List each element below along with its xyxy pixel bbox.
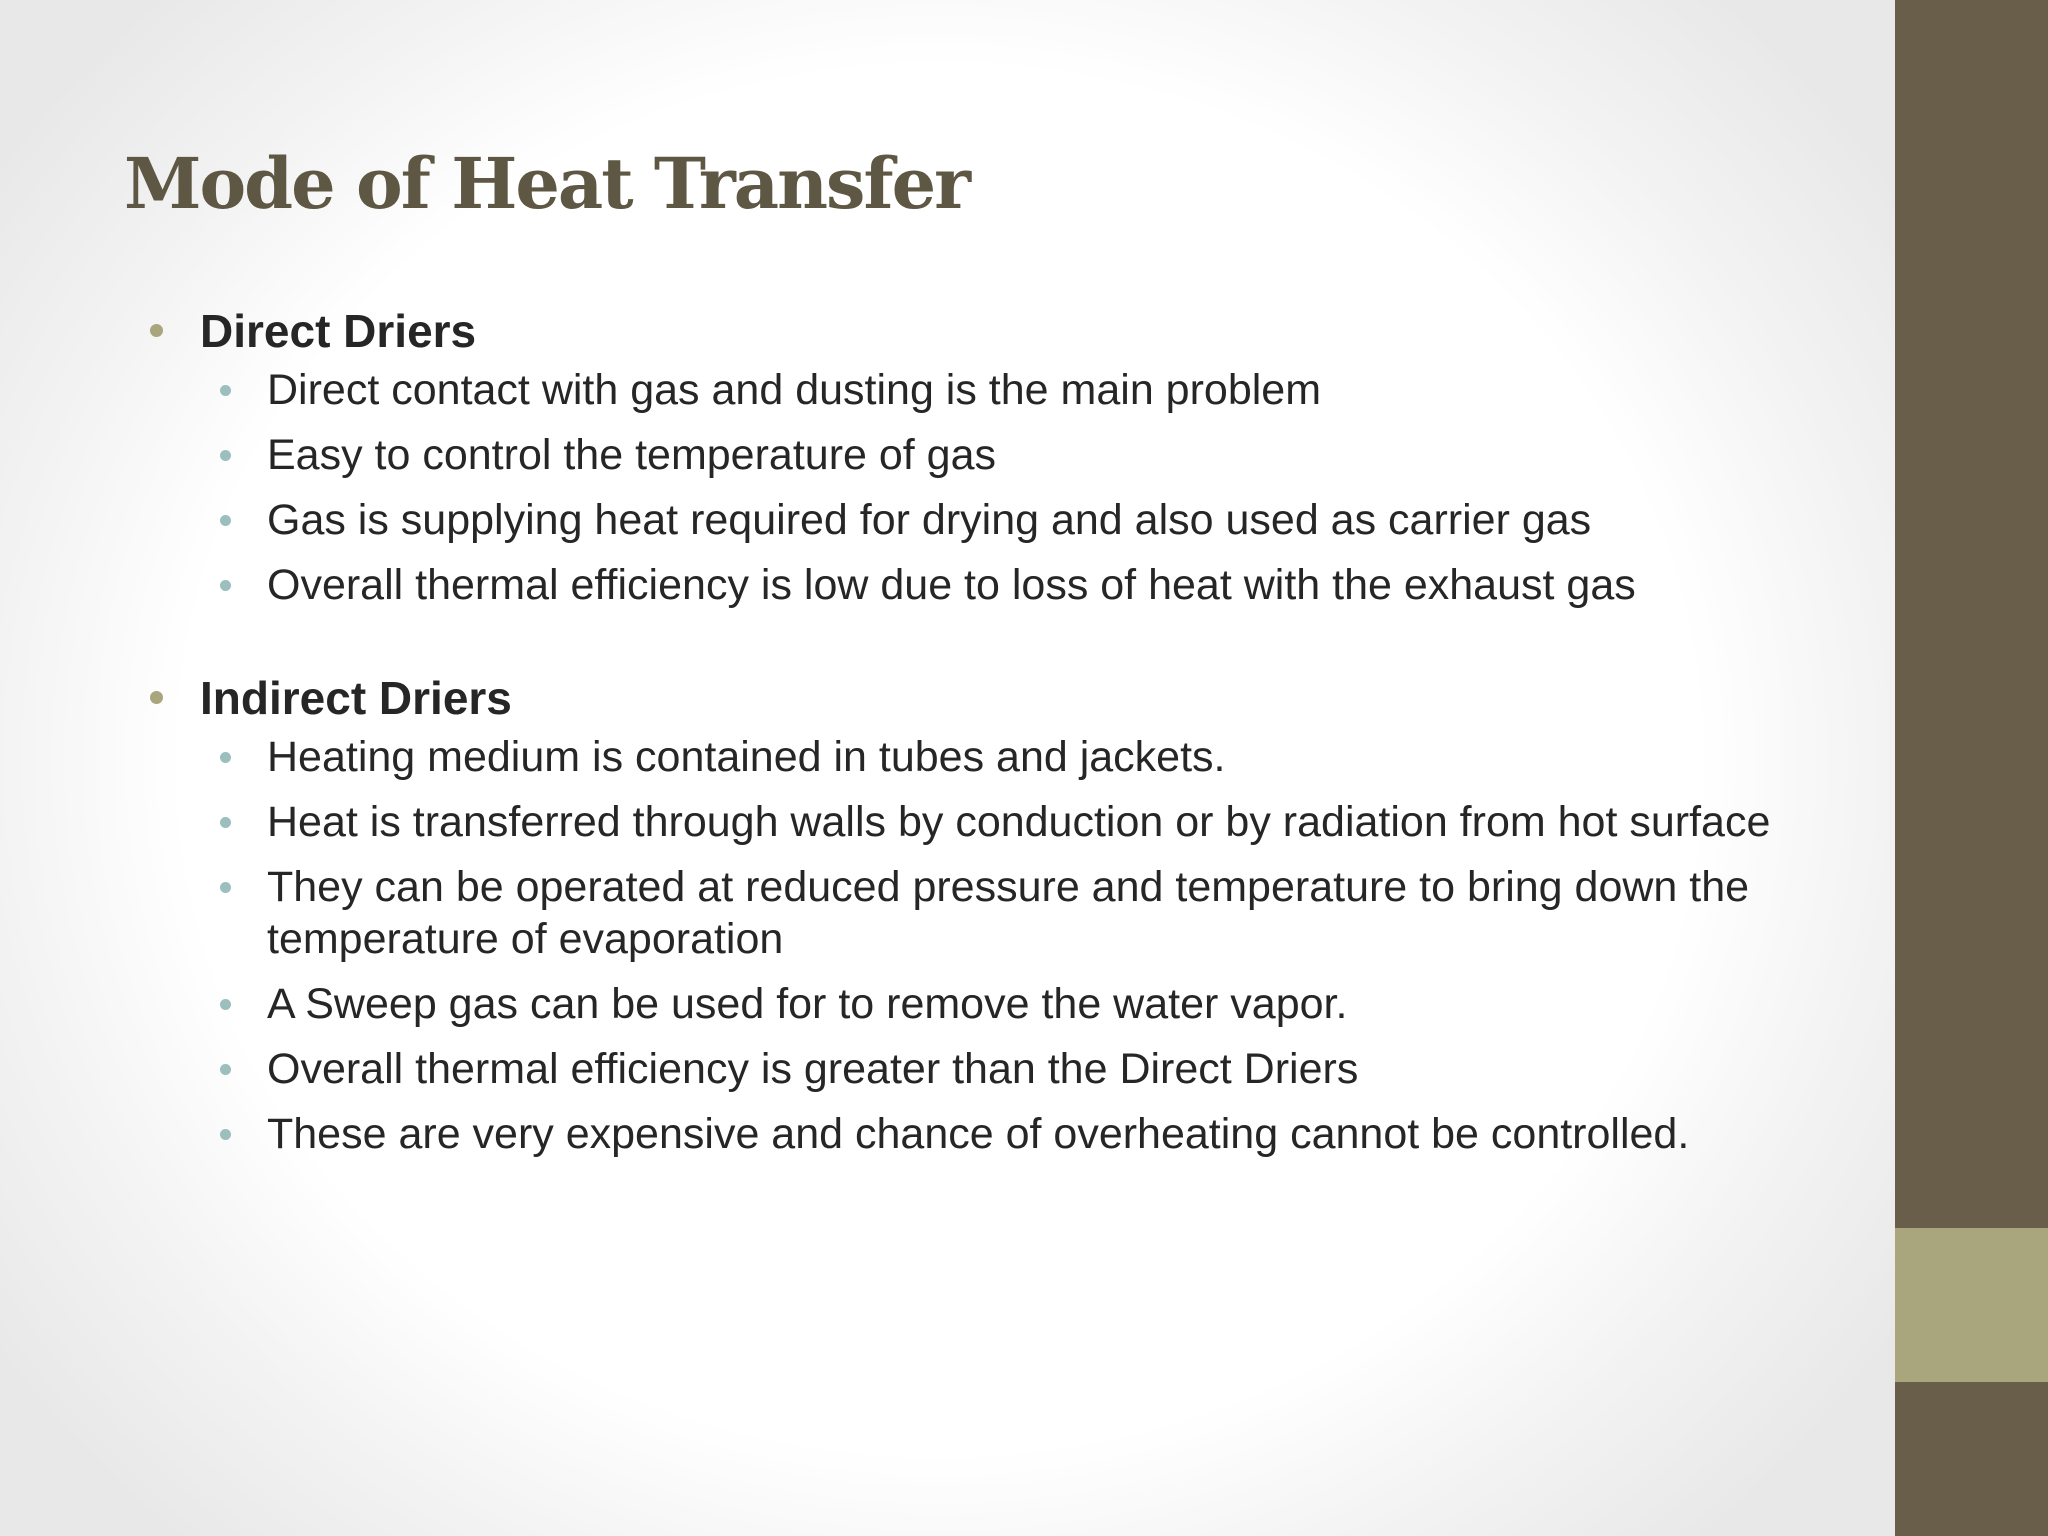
bullet-icon [220,752,231,763]
list-item [140,978,1860,1030]
list-item-text: They can be operated at reduced pressure and temperature to bring down the temperature of evaporation [267,863,1750,963]
bullet-icon [220,999,231,1010]
bullet-icon [220,1064,231,1075]
decorative-sidebar-accent [1895,1228,2048,1382]
list-item-text: Heat is transferred through walls by conduction or by radiation from hot surface [267,798,1771,846]
section-direct-driers [140,300,1860,611]
section-indirect-driers [140,667,1860,1160]
bullet-list [140,364,1860,611]
list-item [140,494,1860,546]
list-item-text: Easy to control the temperature of gas [267,431,997,479]
list-item-text: Direct contact with gas and dusting is the main problem [267,366,1322,414]
bullet-list [140,731,1860,1160]
section-heading [140,300,1860,362]
section-heading-text: Indirect Driers [200,672,512,724]
bullet-icon [150,691,163,704]
list-item-text: Overall thermal efficiency is greater than the Direct Driers [267,1045,1359,1093]
slide-content [140,300,1860,1173]
list-item [140,731,1860,783]
list-item-text: Overall thermal efficiency is low due to loss of heat with the exhaust gas [267,561,1636,609]
section-heading-text: Direct Driers [200,305,477,357]
bullet-icon [150,324,163,337]
list-item [140,1043,1860,1095]
bullet-icon [220,580,231,591]
bullet-icon [220,817,231,828]
list-item [140,429,1860,481]
list-item-text: Gas is supplying heat required for drying and also used as carrier gas [267,496,1592,544]
list-item [140,796,1860,848]
bullet-icon [220,450,231,461]
list-item [140,559,1860,611]
bullet-icon [220,515,231,526]
list-item [140,1108,1860,1160]
list-item-text: These are very expensive and chance of overheating cannot be controlled. [267,1110,1690,1158]
list-item [140,364,1860,416]
slide-title: Mode of Heat Transfer [124,142,969,225]
bullet-icon [220,1129,231,1140]
bullet-icon [220,882,231,893]
bullet-icon [220,385,231,396]
section-heading [140,667,1860,729]
list-item [140,861,1860,965]
list-item-text: Heating medium is contained in tubes and jackets. [267,733,1226,781]
list-item-text: A Sweep gas can be used for to remove the water vapor. [267,980,1348,1028]
